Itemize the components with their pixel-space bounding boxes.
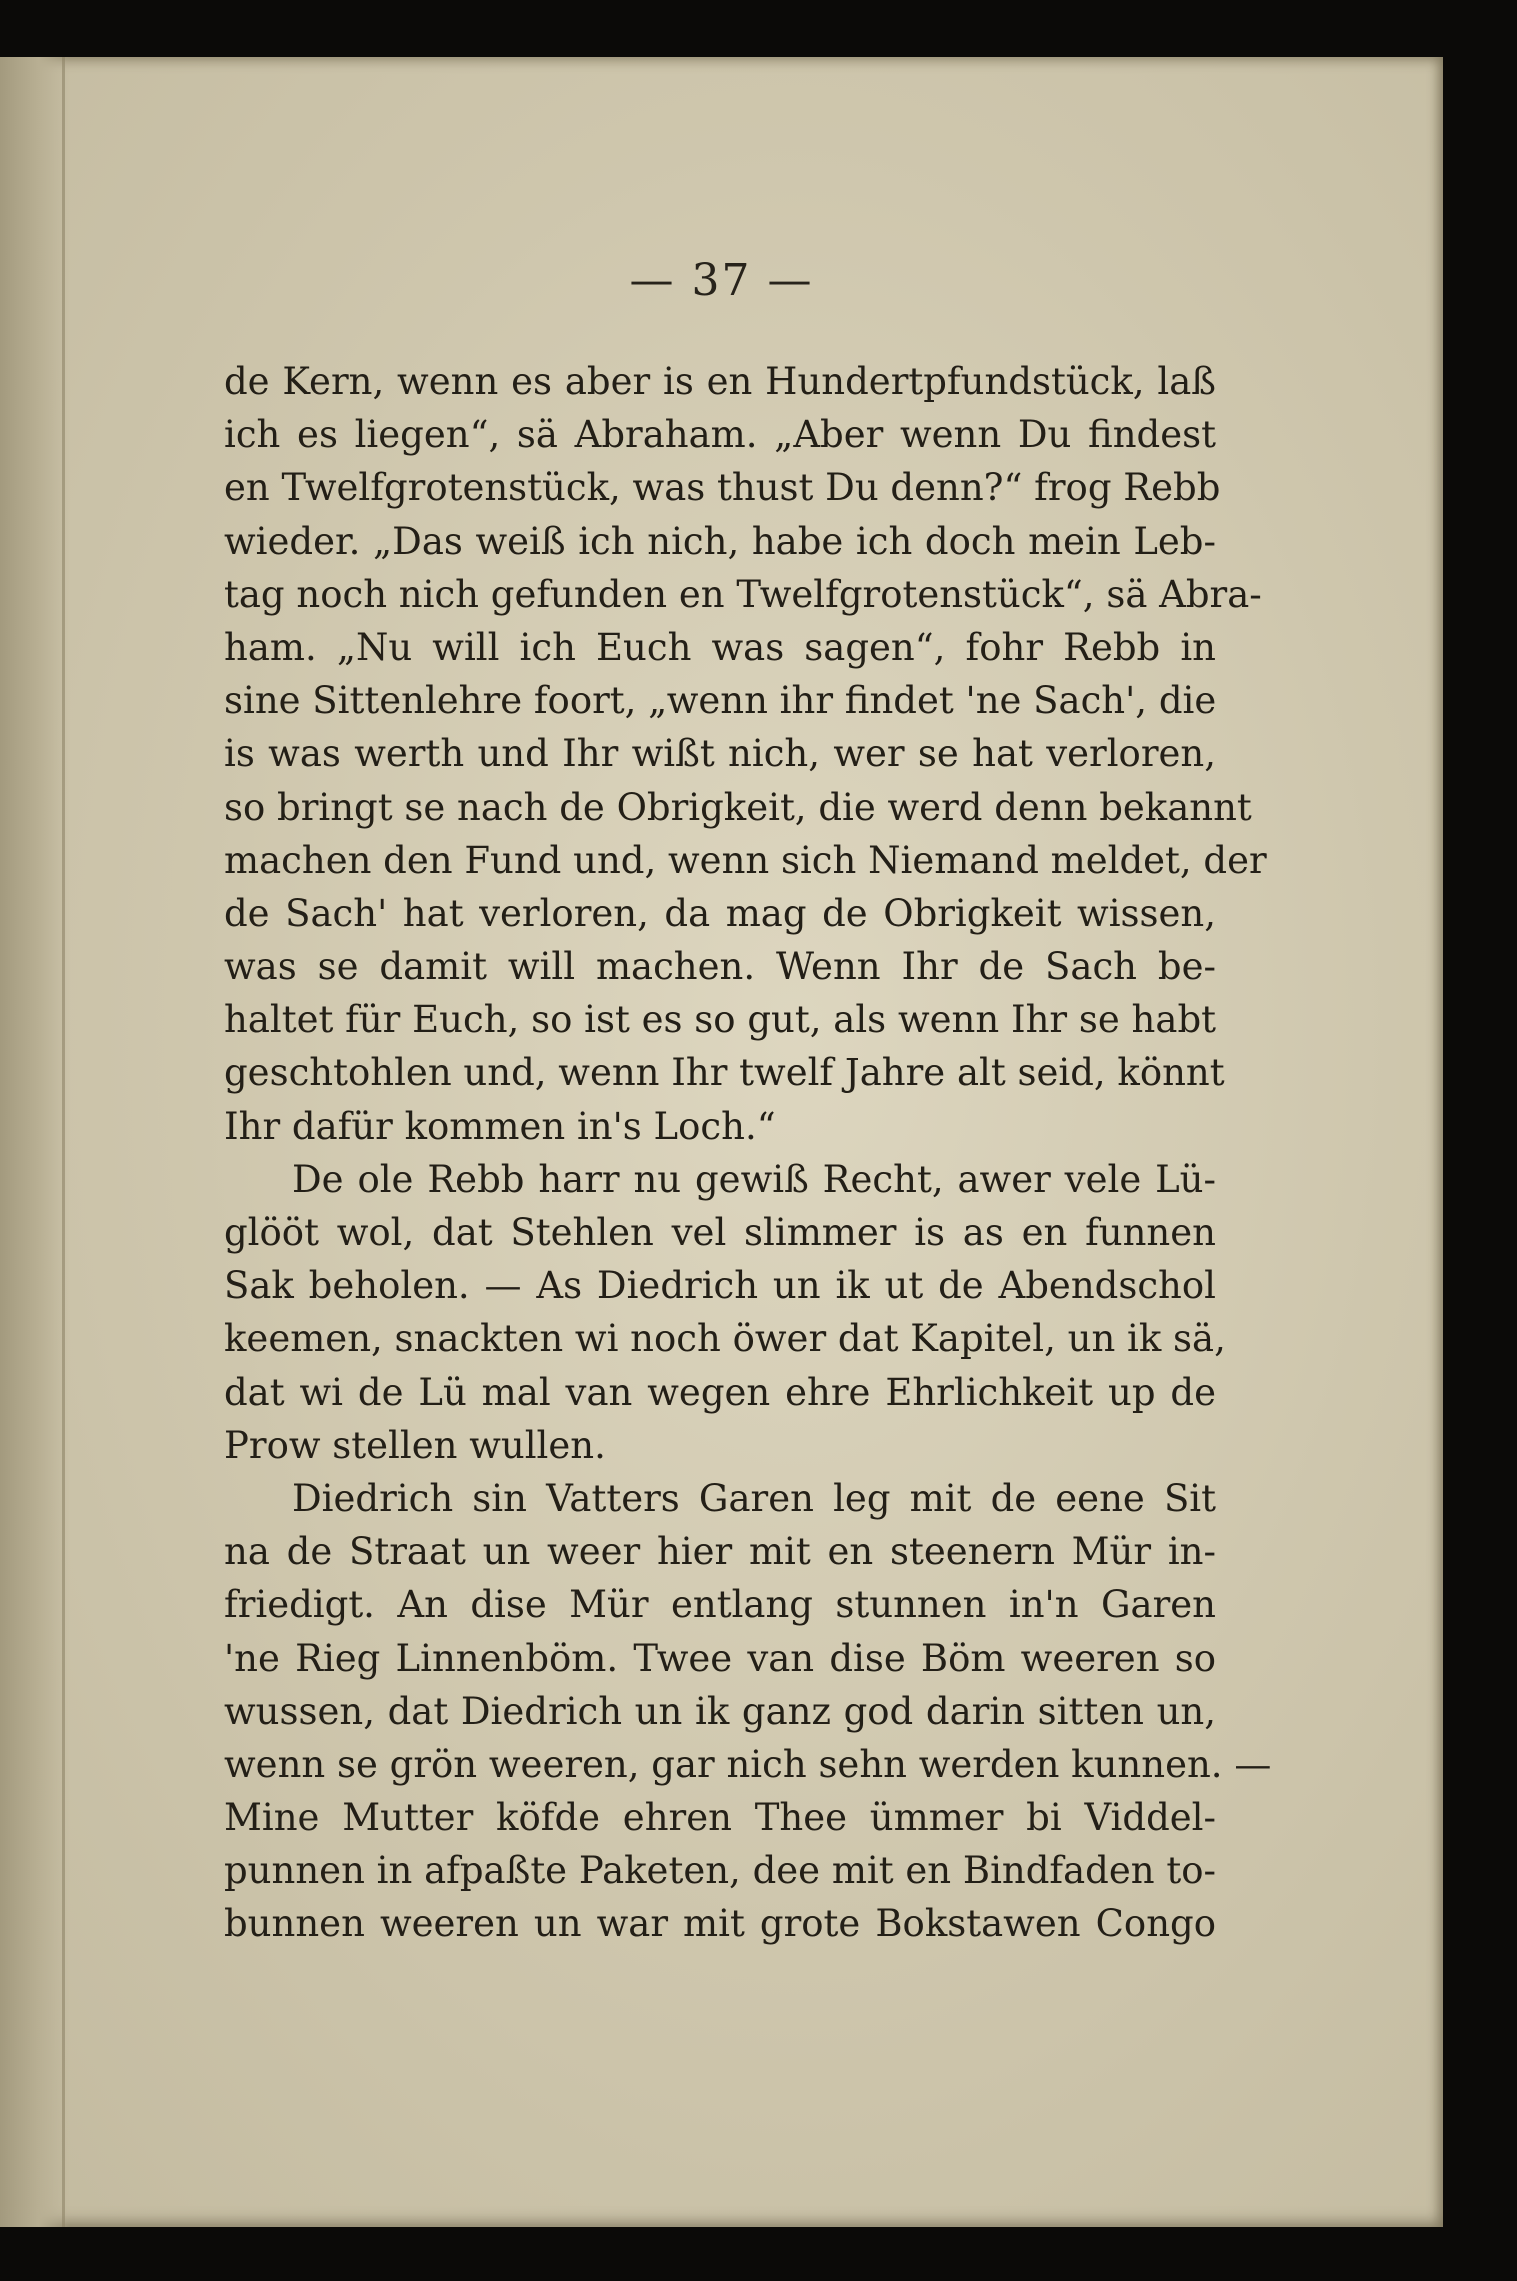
text-line: Mine Mutter köfde ehren Thee ümmer bi Viddel- — [224, 1796, 1216, 1840]
text-line: de Kern, wenn es aber is en Hundertpfundstück, laß — [224, 360, 1216, 403]
text-line: ham. „Nu will ich Euch was sagen“, fohr Rebb in — [224, 625, 1216, 669]
scanner-edge — [1443, 0, 1517, 2281]
text-line: ich es liegen“, sä Abraham. „Aber wenn Du findest — [224, 413, 1216, 457]
page-number: — 37 — — [629, 255, 814, 306]
text-line: is was werth und Ihr wißt nich, wer se hat verloren, — [224, 732, 1216, 776]
text-line: de Sach' hat verloren, da mag de Obrigkeit wissen, — [224, 891, 1216, 935]
text-line: punnen in afpaßte Paketen, dee mit en Bindfaden to- — [224, 1849, 1216, 1893]
text-line: Prow stellen wullen. — [224, 1423, 606, 1467]
text-line: haltet für Euch, so ist es so gut, als wenn Ihr se habt — [224, 998, 1216, 1042]
text-line: friedigt. An dise Mür entlang stunnen in'n Garen — [224, 1583, 1216, 1627]
text-line: dat wi de Lü mal van wegen ehre Ehrlichkeit up de — [224, 1370, 1216, 1414]
text-line: sine Sittenlehre foort, „wenn ihr findet 'ne Sach', die — [224, 679, 1217, 723]
text-line: so bringt se nach de Obrigkeit, die werd denn bekannt — [224, 785, 1252, 829]
text-line: 'ne Rieg Linnenböm. Twee van dise Böm weeren so — [224, 1636, 1216, 1680]
binding-edge — [62, 57, 65, 2227]
text-line: glööt wol, dat Stehlen vel slimmer is as en funnen — [224, 1211, 1216, 1254]
text-line: keemen, snackten wi noch öwer dat Kapitel, un ik sä, — [224, 1317, 1226, 1361]
page-gutter — [0, 57, 70, 2227]
text-line: geschtohlen und, wenn Ihr twelf Jahre alt seid, könnt — [224, 1051, 1225, 1095]
text-line: wussen, dat Diedrich un ik ganz god darin sitten un, — [224, 1689, 1216, 1733]
text-line: Diedrich sin Vatters Garen leg mit de eene Sit — [292, 1476, 1216, 1520]
text-line: was se damit will machen. Wenn Ihr de Sach be- — [224, 945, 1216, 989]
text-line: na de Straat un weer hier mit en steenern Mür in- — [224, 1530, 1216, 1574]
body-text — [224, 355, 1272, 1951]
text-line: wieder. „Das weiß ich nich, habe ich doch mein Leb- — [224, 519, 1216, 563]
text-line: tag noch nich gefunden en Twelfgrotenstück“, sä Abra- — [224, 572, 1262, 616]
text-line: Sak beholen. — As Diedrich un ik ut de Abendschol — [224, 1264, 1216, 1308]
text-line: machen den Fund und, wenn sich Niemand meldet, der — [224, 838, 1267, 882]
text-line: en Twelfgrotenstück, was thust Du denn?“ frog Rebb — [224, 466, 1221, 510]
text-line: bunnen weeren un war mit grote Bokstawen Congo — [224, 1902, 1216, 1946]
text-line: De ole Rebb harr nu gewiß Recht, awer vele Lü- — [292, 1157, 1216, 1201]
text-line: wenn se grön weeren, gar nich sehn werden kunnen. — — [224, 1742, 1272, 1786]
text-line: Ihr dafür kommen in's Loch.“ — [224, 1104, 776, 1148]
